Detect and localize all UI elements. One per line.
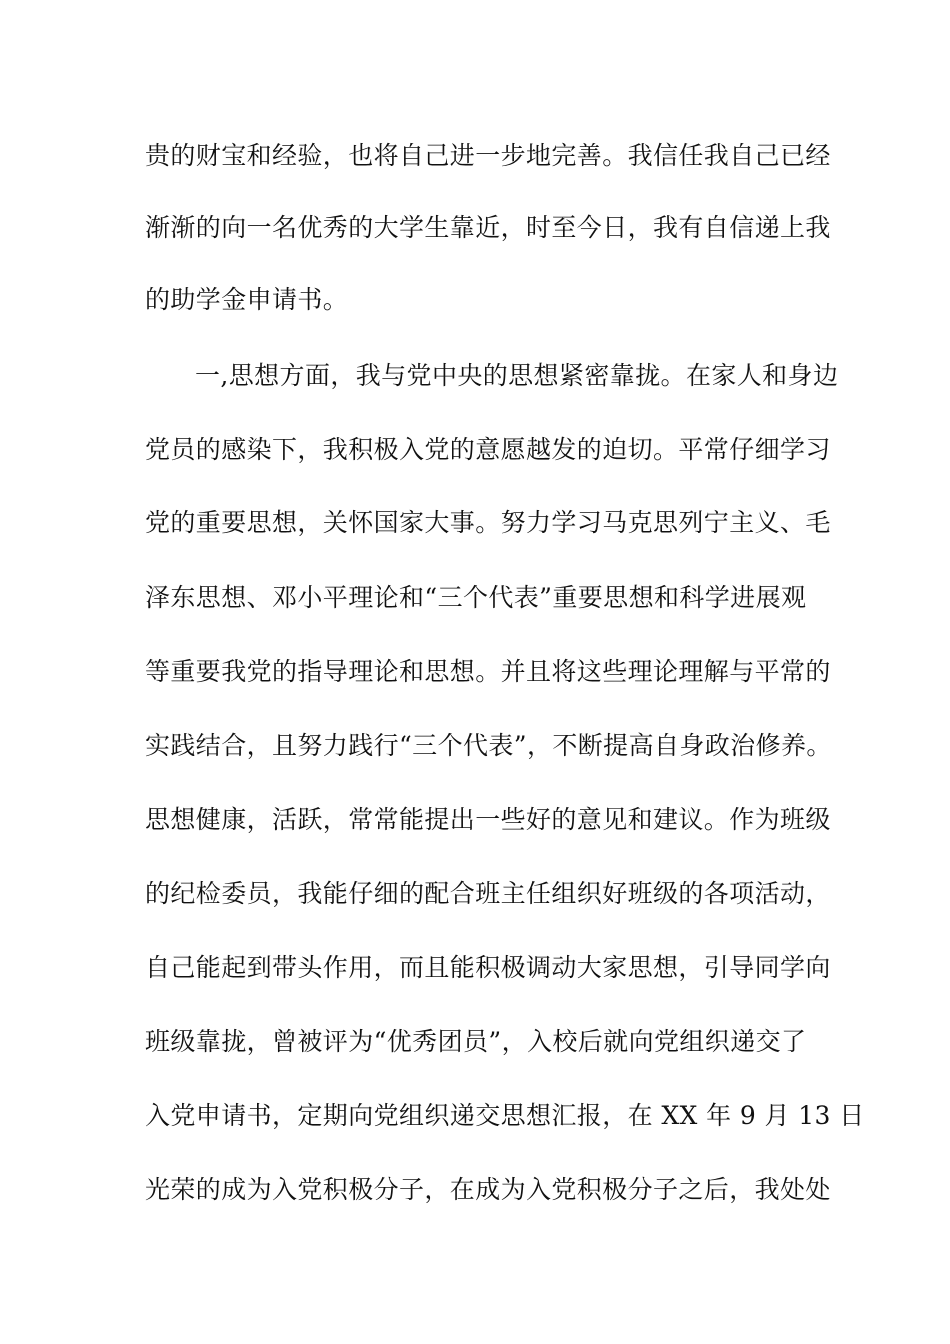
text-line: 光荣的成为入党积极分子，在成为入党积极分子之后，我处处: [145, 1175, 831, 1204]
text-line: 实践结合，且努力践行“三个代表”，不断提高自身政治修养。: [145, 731, 832, 760]
text-line: 自己能起到带头作用，而且能积极调动大家思想，引导同学向: [145, 953, 831, 982]
paragraph-first-line: 一,思想方面，我与党中央的思想紧密靠拢。在家人和身边: [195, 361, 839, 390]
text-line: 班级靠拢，曾被评为“优秀团员”，入校后就向党组织递交了: [145, 1027, 807, 1056]
text-line: 思想健康，活跃，常常能提出一些好的意见和建议。作为班级: [145, 805, 831, 834]
text-line: 党员的感染下，我积极入党的意愿越发的迫切。平常仔细学习: [145, 435, 831, 464]
text-line: 的助学金申请书。: [145, 285, 349, 314]
text-line: 等重要我党的指导理论和思想。并且将这些理论理解与平常的: [145, 657, 831, 686]
text-line: 渐渐的向一名优秀的大学生靠近，时至今日，我有自信递上我: [145, 213, 831, 242]
text-line: 的纪检委员，我能仔细的配合班主任组织好班级的各项活动，: [145, 879, 831, 908]
text-line: 入党申请书，定期向党组织递交思想汇报，在 XX 年 9 月 13 日: [145, 1101, 865, 1130]
text-line: 贵的财宝和经验，也将自己进一步地完善。我信任我自己已经: [145, 141, 831, 170]
text-line: 党的重要思想，关怀国家大事。努力学习马克思列宁主义、毛: [145, 508, 831, 537]
text-line: 泽东思想、邓小平理论和“三个代表”重要思想和科学进展观: [145, 583, 807, 612]
